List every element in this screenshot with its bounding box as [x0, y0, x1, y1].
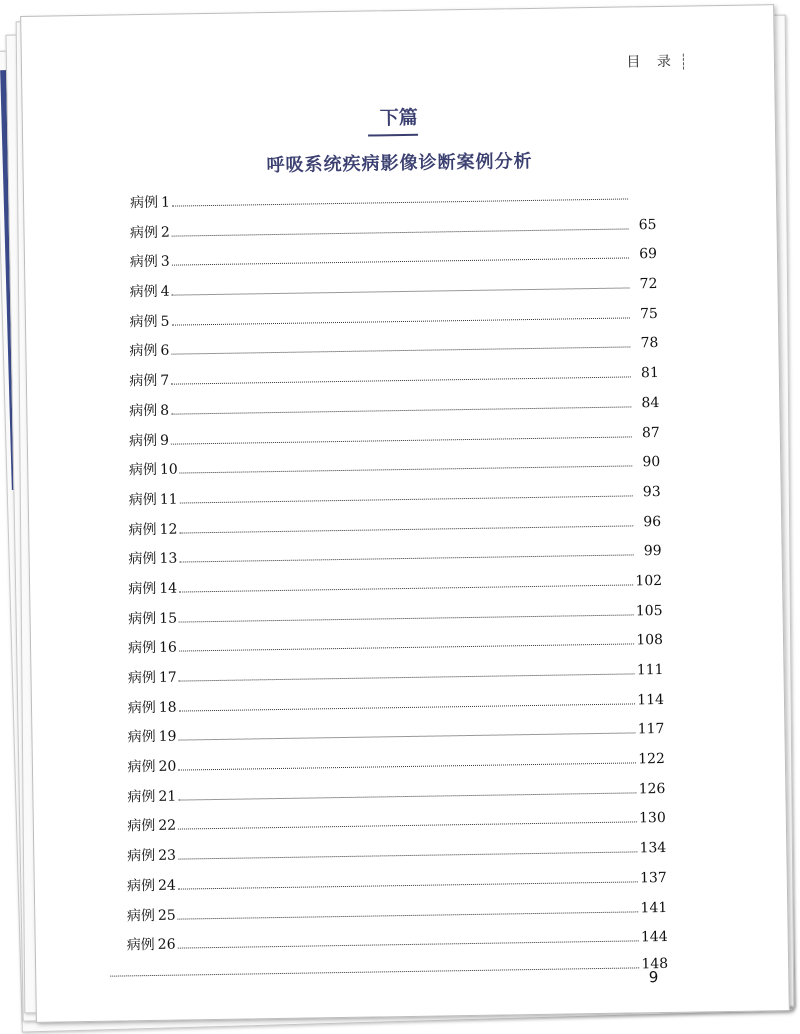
toc-entry-number: 16 [158, 639, 178, 657]
toc-entry-page: 130 [638, 810, 666, 827]
toc-entry-label [128, 607, 177, 628]
toc-entry-number: 18 [158, 699, 177, 716]
toc-entry-prefix: 病例 [128, 491, 157, 509]
toc-entry-page: 87 [641, 424, 660, 441]
toc-leader-dots [179, 584, 633, 592]
toc-entry-label [128, 518, 177, 539]
toc-entry-prefix: 病例 [127, 759, 156, 776]
toc-entry-page: 144 [640, 929, 668, 946]
toc-leader-dots [178, 911, 639, 919]
toc-entry-page: 84 [641, 394, 660, 412]
toc-entry-page: 102 [635, 572, 663, 590]
toc-entry-page: 122 [638, 751, 666, 768]
toc-entry-prefix: 病例 [126, 907, 156, 924]
toc-entry-prefix: 病例 [129, 313, 158, 331]
running-head-text: 目 录 [626, 53, 678, 71]
toc-entry-label [129, 400, 169, 421]
toc-entry-page: 108 [636, 632, 664, 649]
toc-entry-number: 3 [160, 254, 170, 271]
toc-entry-page: 75 [639, 305, 659, 323]
toc-entry-label [127, 934, 176, 955]
toc-leader-dots [178, 852, 638, 860]
toc-entry-prefix: 病例 [129, 254, 158, 271]
toc-leader-dots [180, 466, 633, 474]
toc-entry-number: 20 [158, 758, 177, 775]
toc-leader-dots [172, 317, 630, 325]
toc-entry-number: 17 [158, 669, 177, 686]
toc-entry-prefix: 病例 [128, 610, 157, 627]
toc-entry-page: 134 [639, 840, 667, 857]
toc-leader-dots [172, 198, 628, 206]
toc-leader-dots [178, 792, 636, 800]
part-title: 下篇 [379, 106, 418, 130]
toc-leader-dots [179, 733, 636, 741]
toc-entry-prefix: 病例 [129, 373, 158, 390]
toc-entry-number: 10 [159, 461, 178, 479]
toc-leader-dots [179, 525, 633, 533]
toc-entry-number: 24 [157, 877, 176, 894]
toc-entry-page: 111 [636, 661, 664, 679]
toc-entry-prefix: 病例 [126, 937, 155, 954]
page-number: 9 [648, 968, 659, 987]
toc-entry-page: 148 [641, 955, 669, 973]
toc-entry-prefix: 病例 [129, 224, 159, 241]
toc-entry-page: 114 [637, 691, 665, 709]
toc-leader-dots [179, 555, 633, 563]
toc-leader-dots [171, 436, 632, 444]
toc-entry-label [129, 488, 178, 509]
toc-entry-prefix: 病例 [128, 551, 157, 568]
toc-entry-label [127, 785, 176, 806]
toc-entry-prefix: 病例 [127, 729, 156, 746]
toc-entry-number: 23 [158, 847, 177, 865]
toc-leader-dots [180, 495, 633, 503]
toc-leader-dots [179, 644, 634, 652]
toc-entry-label [128, 667, 177, 688]
toc-leader-dots [171, 406, 631, 414]
toc-entry-prefix: 病例 [128, 580, 157, 598]
toc-entry-prefix: 病例 [127, 640, 157, 657]
toc-entry-page: 117 [637, 721, 665, 738]
toc-entry-number: 7 [160, 372, 170, 389]
toc-entry-prefix: 病例 [128, 521, 157, 538]
toc-entry-page: 137 [639, 869, 667, 887]
toc-entry-label [127, 756, 176, 777]
toc-entry-page: 99 [643, 543, 662, 560]
toc-entry-label [129, 340, 169, 361]
toc-page [20, 4, 790, 1023]
toc-entry-page: 78 [640, 335, 659, 352]
toc-entry-page: 72 [639, 276, 658, 293]
toc-entry-prefix: 病例 [127, 669, 157, 687]
toc-leader-dots [178, 941, 639, 949]
toc-leader-dots [172, 228, 629, 236]
toc-entry-label [127, 904, 176, 925]
toc-entry-prefix: 病例 [129, 283, 158, 301]
toc-entry-number: 22 [158, 818, 177, 835]
toc-entry-label [129, 459, 178, 480]
toc-entry-label [129, 429, 169, 450]
toc-leader-dots [178, 881, 638, 889]
toc-entry-number: 25 [157, 907, 176, 924]
toc-entry-prefix: 病例 [127, 848, 156, 865]
toc-entry-prefix: 病例 [126, 877, 156, 895]
running-head [626, 51, 684, 72]
toc-leader-dots [171, 377, 631, 385]
toc-leader-dots [172, 258, 629, 266]
toc-entry-label [127, 874, 176, 895]
toc-entry-number: 9 [159, 432, 170, 449]
toc-entry-page: 81 [640, 365, 659, 382]
toc-entry-number: 13 [159, 550, 178, 568]
toc-entry-number: 5 [160, 313, 170, 330]
toc-entry-number: 2 [160, 224, 170, 241]
table-of-contents [96, 184, 669, 994]
part-title-underline [368, 134, 418, 137]
toc-entry-number: 4 [160, 283, 170, 300]
toc-entry-number: 6 [160, 343, 170, 360]
toc-entry-number: 15 [159, 610, 178, 627]
toc-entry-label [128, 637, 177, 658]
toc-entry-label [130, 281, 170, 302]
toc-entry-prefix: 病例 [127, 818, 156, 835]
toc-entry-label [130, 192, 170, 213]
toc-leader-dots [178, 762, 636, 770]
toc-leader-dots [110, 967, 639, 976]
toc-entry-label [128, 696, 177, 717]
toc-entry-page: 90 [642, 454, 661, 471]
toc-entry-label [129, 370, 169, 391]
toc-entry-number: 19 [158, 728, 177, 746]
toc-entry-page: 141 [640, 899, 668, 916]
toc-entry-number: 14 [159, 580, 178, 597]
toc-entry-label [127, 815, 176, 836]
toc-entry-prefix: 病例 [127, 788, 156, 806]
toc-entry-page: 93 [642, 483, 661, 501]
toc-entry-prefix: 病例 [128, 432, 158, 449]
toc-entry-page: 105 [635, 602, 663, 620]
toc-entry-label [128, 548, 177, 569]
toc-entry-prefix: 病例 [129, 343, 158, 360]
toc-leader-dots [179, 614, 634, 622]
toc-leader-dots [172, 288, 630, 296]
section-title: 呼吸系统疾病影像诊断案例分析 [266, 150, 533, 177]
toc-entry-number: 11 [159, 491, 178, 508]
toc-entry-label [128, 726, 177, 747]
toc-entry-label [129, 310, 169, 331]
toc-leader-dots [171, 347, 630, 355]
toc-entry-page: 126 [638, 780, 666, 798]
toc-entry-label [130, 251, 170, 272]
toc-leader-dots [179, 673, 635, 681]
toc-entry-number: 26 [157, 936, 176, 954]
running-head-divider [683, 54, 684, 70]
toc-entry-number: 12 [159, 521, 178, 538]
toc-entry-prefix: 病例 [129, 402, 158, 420]
toc-entry-label [127, 845, 176, 866]
toc-entry-page: 65 [638, 216, 657, 233]
toc-entry-prefix: 病例 [127, 699, 156, 717]
toc-entry-label [128, 578, 177, 599]
toc-entry-label [130, 221, 170, 242]
toc-leader-dots [178, 822, 637, 830]
toc-leader-dots [179, 703, 636, 711]
toc-entry-prefix: 病例 [128, 462, 158, 479]
toc-entry-number: 1 [160, 194, 171, 211]
toc-entry-number: 21 [158, 788, 177, 805]
toc-entry-page: 69 [639, 246, 658, 263]
toc-entry-number: 8 [160, 402, 170, 419]
toc-entry-page: 96 [643, 513, 662, 530]
toc-entry-prefix: 病例 [129, 194, 159, 212]
